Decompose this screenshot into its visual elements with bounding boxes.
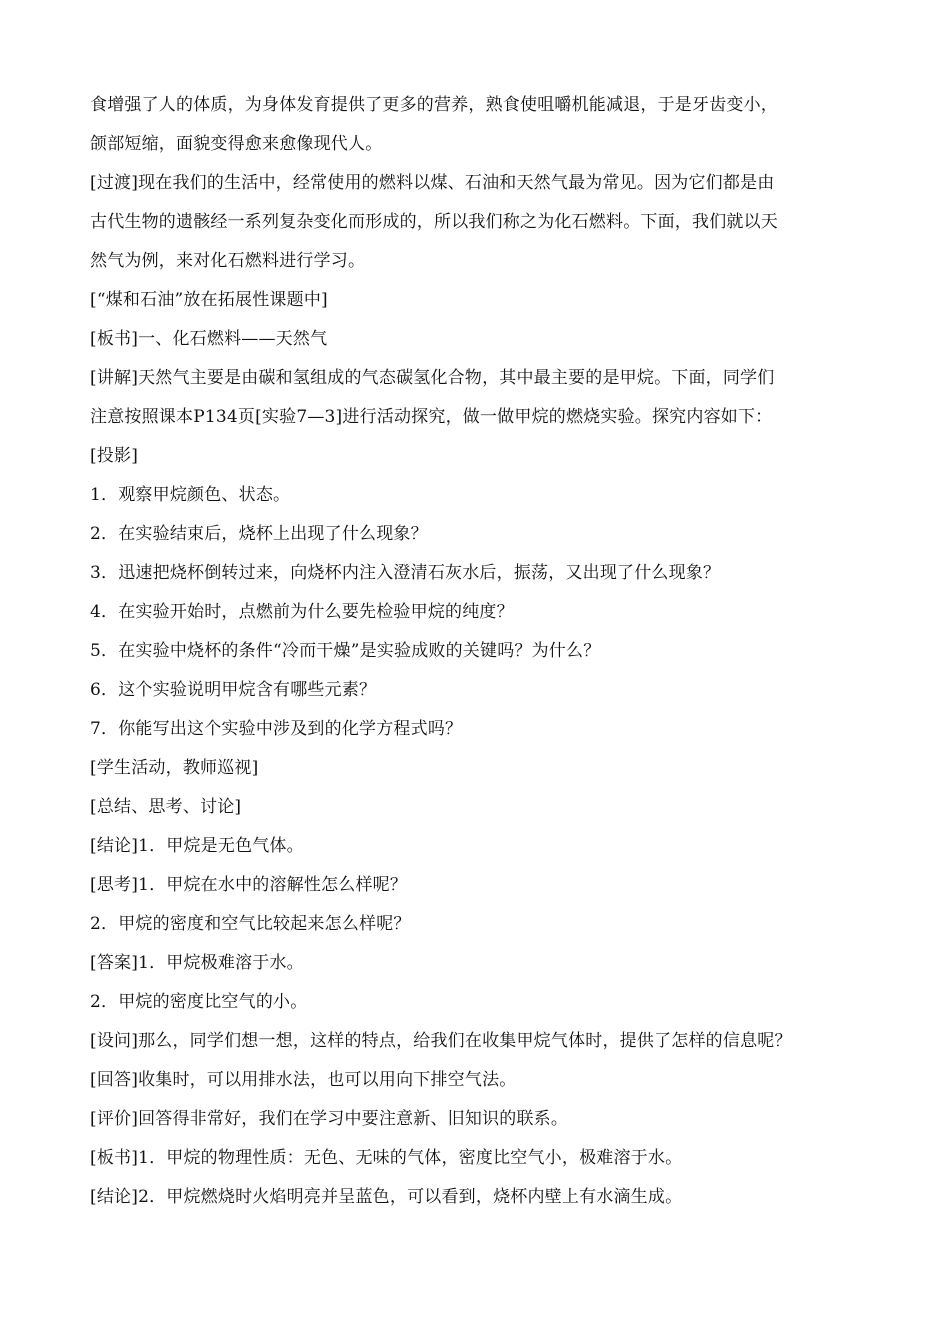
section-tag: [总结、思考、讨论] <box>90 797 242 817</box>
question-item: 7．你能写出这个实验中涉及到的化学方程式吗？ <box>90 719 463 739</box>
paragraph-line: 注意按照课本P134页[实验7—3]进行活动探究，做一做甲烷的燃烧实验。探究内容如下： <box>90 407 773 427</box>
question-item: 3．迅速把烧杯倒转过来，向烧杯内注入澄清石灰水后，振荡，又出现了什么现象？ <box>90 563 721 583</box>
question-item: 4．在实验开始时，点燃前为什么要先检验甲烷的纯度？ <box>90 602 514 622</box>
thinking-line: 2．甲烷的密度和空气比较起来怎么样呢？ <box>90 914 411 934</box>
board-line: [板书]1．甲烷的物理性质：无色、无味的气体，密度比空气小，极难溶于水。 <box>90 1148 683 1168</box>
answer-line: [答案]1．甲烷极难溶于水。 <box>90 953 304 973</box>
document-body <box>90 92 880 1223</box>
question-item: 6．这个实验说明甲烷含有哪些元素？ <box>90 680 377 700</box>
reply-line: [回答]收集时，可以用排水法，也可以用向下排空气法。 <box>90 1070 517 1090</box>
paragraph-line: 食增强了人的体质，为身体发育提供了更多的营养，熟食使咀嚼机能减退，于是牙齿变小， <box>90 95 778 115</box>
conclusion-line: [结论]2．甲烷燃烧时火焰明亮并呈蓝色，可以看到，烧杯内壁上有水滴生成。 <box>90 1187 683 1207</box>
thinking-line: [思考]1．甲烷在水中的溶解性怎么样呢？ <box>90 875 408 895</box>
paragraph-line: [过渡]现在我们的生活中，经常使用的燃料以煤、石油和天然气最为常见。因为它们都是由 <box>90 173 775 193</box>
note-line: [“煤和石油”放在拓展性课题中] <box>90 290 328 310</box>
answer-line: 2．甲烷的密度比空气的小。 <box>90 992 308 1012</box>
question-item: 2．在实验结束后，烧杯上出现了什么现象？ <box>90 524 428 544</box>
board-heading: [板书]一、化石燃料——天然气 <box>90 329 328 349</box>
section-tag: [投影] <box>90 446 139 466</box>
question-item: 5．在实验中烧杯的条件“冷而干燥”是实验成败的关键吗？为什么？ <box>90 641 601 661</box>
question-line: [设问]那么，同学们想一想，这样的特点，给我们在收集甲烷气体时，提供了怎样的信息呢？ <box>90 1031 792 1051</box>
paragraph-line: [讲解]天然气主要是由碳和氢组成的气态碳氢化合物，其中最主要的是甲烷。下面，同学们 <box>90 368 775 388</box>
conclusion-line: [结论]1．甲烷是无色气体。 <box>90 836 304 856</box>
section-tag: [学生活动，教师巡视] <box>90 758 259 778</box>
question-item: 1．观察甲烷颜色、状态。 <box>90 485 291 505</box>
paragraph-line: 古代生物的遗骸经一系列复杂变化而形成的，所以我们称之为化石燃料。下面，我们就以天 <box>90 212 778 232</box>
paragraph-line: 颌部短缩，面貌变得愈来愈像现代人。 <box>90 134 383 154</box>
paragraph-line: 然气为例，来对化石燃料进行学习。 <box>90 251 366 271</box>
evaluation-line: [评价]回答得非常好，我们在学习中要注意新、旧知识的联系。 <box>90 1109 569 1129</box>
